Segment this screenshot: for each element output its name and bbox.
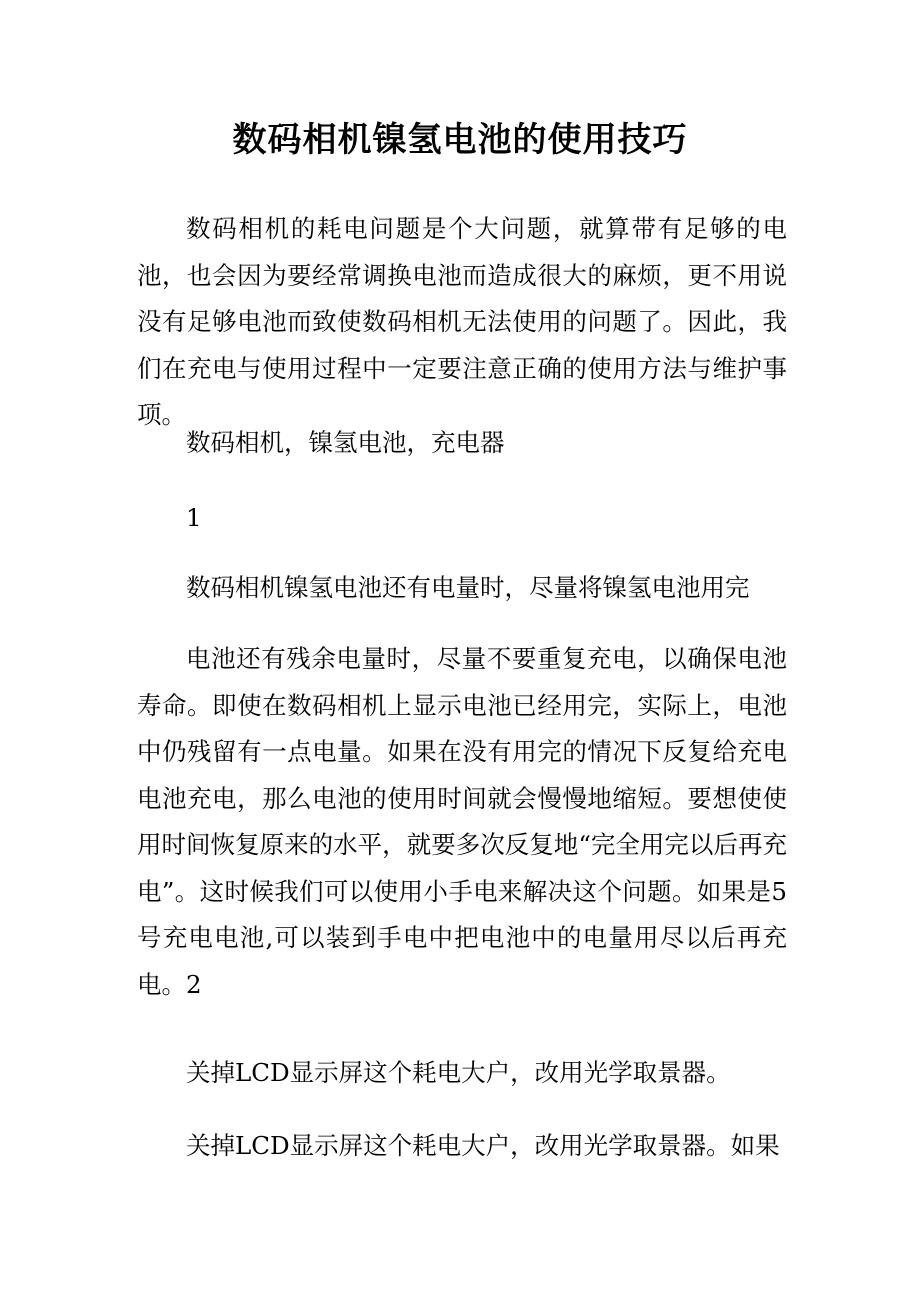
section-number: 1 xyxy=(186,503,202,532)
paragraph-lcd: 关掉LCD显示屏这个耗电大户，改用光学取景器。如果 xyxy=(186,1131,780,1160)
section-heading: 数码相机镍氢电池还有电量时，尽量将镍氢电池用完 xyxy=(186,573,750,602)
paragraph-keywords: 数码相机，镍氢电池，充电器 xyxy=(186,428,505,457)
section-heading-lcd: 关掉LCD显示屏这个耗电大户，改用光学取景器。 xyxy=(186,1058,731,1087)
paragraph-battery-usage: 电池还有残余电量时，尽量不要重复充电，以确保电池寿命。即使在数码相机上显示电池已经用完，实际上，电池中仍残留有一点电量。如果在没有用完的情况下反复给充电电池充电，那么电池的使用时间就会慢慢地缩短。要想使使用时间恢复原来的水平，就要多次反复地“完全用完以后再充电”。这时候我们可以使用小手电来解决这个问题。如果是5号充电电池,可以装到手电中把电池中的电量用尽以后再充电。2 xyxy=(137,644,787,999)
document-title: 数码相机镍氢电池的使用技巧 xyxy=(232,120,688,160)
paragraph-intro: 数码相机的耗电问题是个大问题，就算带有足够的电池，也会因为要经常调换电池而造成很大的麻烦，更不用说没有足够电池而致使数码相机无法使用的问题了。因此，我们在充电与使用过程中一定要注意正确的使用方法与维护事项。 xyxy=(137,214,787,429)
